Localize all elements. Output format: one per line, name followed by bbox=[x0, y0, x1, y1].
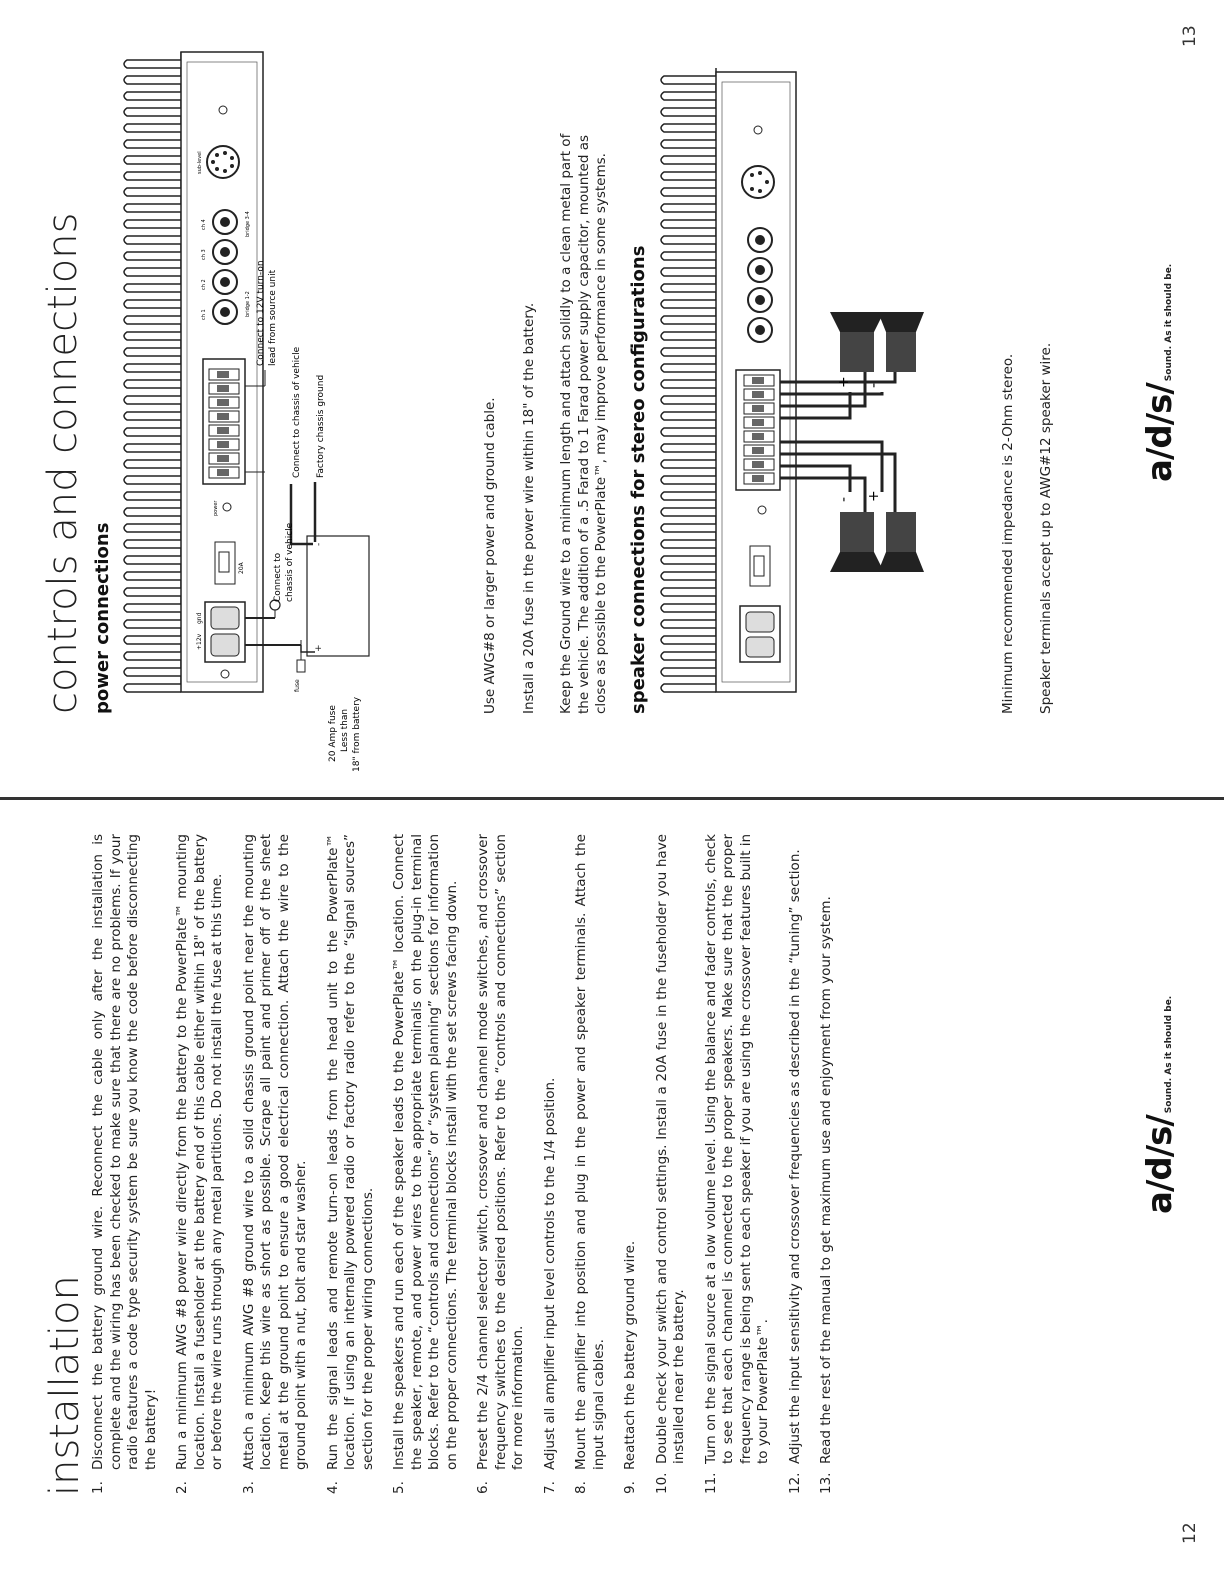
svg-text:sub-level: sub-level bbox=[197, 151, 203, 174]
installation-step bbox=[573, 834, 608, 1494]
step-text: Adjust the input sensitivity and crossover frequencies as described in the “tuning” section. bbox=[786, 849, 803, 1464]
svg-text:ch 3: ch 3 bbox=[201, 249, 207, 260]
fuse-holder bbox=[750, 546, 770, 586]
step-text: Adjust all amplifier input level controls to the 1/4 position. bbox=[541, 1077, 558, 1470]
svg-text:+: + bbox=[836, 376, 852, 388]
step-text: Turn on the signal source at a low volume level. Using the balance and fader controls, check to see that each channel is connected to the proper speakers. Make sure that the proper frequency range is being sent to each speaker if you are using the crossover features built in to your PowerPlate™. bbox=[702, 834, 771, 1464]
terminal-screw bbox=[217, 371, 229, 378]
installation-step bbox=[174, 834, 227, 1494]
terminal-screw bbox=[752, 461, 764, 468]
logo-text: a/d/s/ bbox=[1140, 383, 1180, 482]
svg-text:Connect to chassis of vehicle: Connect to chassis of vehicle bbox=[292, 346, 302, 478]
heatsink-fins bbox=[661, 68, 716, 692]
installation-step bbox=[622, 834, 640, 1494]
step-number: 4. bbox=[324, 1481, 341, 1494]
step-number: 6. bbox=[475, 1481, 491, 1494]
svg-text:Connect to: Connect to bbox=[273, 552, 283, 602]
svg-text:+: + bbox=[866, 490, 882, 502]
page-number: 13 bbox=[1180, 25, 1200, 47]
terminal-screw bbox=[752, 419, 764, 426]
svg-text:ch 4: ch 4 bbox=[201, 219, 207, 230]
page-divider bbox=[0, 797, 1224, 800]
speaker-terminal-block bbox=[736, 370, 780, 490]
svg-text:Connect to 12V turn-on: Connect to 12V turn-on bbox=[256, 260, 266, 366]
terminal-screw bbox=[217, 399, 229, 406]
svg-text:chassis of vehicle: chassis of vehicle bbox=[285, 522, 295, 602]
power-note-3: Keep the Ground wire to a minimum length and attach solidly to a clean metal part of the vehicle. The addition of a .5 Farad to 1 Farad power supply capacitor, mounted as close as possible to the PowerPlate™, may improve performance in some systems. bbox=[558, 133, 609, 714]
svg-text:18" from battery: 18" from battery bbox=[352, 696, 362, 772]
speaker-right-rear bbox=[878, 312, 924, 372]
page-number: 12 bbox=[1180, 1522, 1200, 1544]
terminal-screw bbox=[752, 447, 764, 454]
terminal-screw bbox=[217, 441, 229, 448]
speaker-left-rear bbox=[878, 512, 924, 572]
step-number: 13. bbox=[818, 1472, 834, 1494]
installation-step bbox=[391, 834, 461, 1494]
step-text: Read the rest of the manual to get maximum use and enjoyment from your system. bbox=[818, 896, 834, 1464]
step-number: 2. bbox=[174, 1481, 190, 1494]
svg-text:ch 1: ch 1 bbox=[201, 309, 207, 320]
power-heading: power connections bbox=[92, 522, 113, 714]
svg-text:bridge 3-4: bridge 3-4 bbox=[245, 211, 251, 237]
step-text: Run a minimum AWG #8 power wire directly from the battery to the PowerPlate™ mounting location. Install a fuseholder at the battery end of this cable either within 18" of the battery or before the wire runs through any metal partitions. Do not install the fuse at this time. bbox=[174, 834, 225, 1470]
svg-text:ch 2: ch 2 bbox=[201, 279, 207, 290]
page-title: installation bbox=[42, 1275, 88, 1496]
power-connections-diagram bbox=[115, 0, 385, 772]
installation-step bbox=[90, 834, 160, 1494]
step-number: 1. bbox=[90, 1481, 106, 1494]
step-text: Mount the amplifier into position and plug in the power and speaker terminals. Attach the input signal cables. bbox=[573, 834, 607, 1470]
terminal-screw bbox=[217, 413, 229, 420]
installation-step bbox=[787, 834, 805, 1494]
step-text: Double check your switch and control settings. Install a 20A fuse in the fuseholder you have installed near the battery. bbox=[653, 834, 687, 1464]
page-title: controls and connections bbox=[40, 212, 86, 714]
installation-steps bbox=[90, 834, 850, 1494]
step-text: Disconnect the battery ground wire. Reconnect the cable only after the installation is complete and the wiring has been checked to make sure that there are no problems. If your radio features a code type security system be sure you know the code before disconnecting the battery! bbox=[90, 834, 159, 1470]
terminal-screw bbox=[217, 469, 229, 476]
left-page bbox=[0, 804, 1224, 1584]
step-number: 8. bbox=[573, 1481, 589, 1494]
ads-logo bbox=[1140, 264, 1180, 482]
ads-logo bbox=[1140, 996, 1180, 1214]
speaker-heading: speaker connections for stereo configurations bbox=[628, 245, 649, 714]
speaker-terminal-block bbox=[203, 359, 245, 484]
svg-text:20 Amp fuse: 20 Amp fuse bbox=[328, 705, 338, 762]
logo-tagline: Sound. As it should be. bbox=[1164, 995, 1174, 1114]
step-number: 11. bbox=[702, 1472, 719, 1494]
step-number: 9. bbox=[622, 1481, 638, 1494]
installation-step bbox=[542, 834, 560, 1494]
svg-text:Less than: Less than bbox=[340, 708, 350, 752]
terminal-screw bbox=[752, 405, 764, 412]
step-text: Reattach the battery ground wire. bbox=[622, 1240, 638, 1470]
power-led bbox=[758, 506, 766, 514]
gnd-label: gnd bbox=[196, 612, 203, 624]
fuse-small-label: fuse bbox=[294, 679, 301, 692]
terminal-screw bbox=[217, 455, 229, 462]
step-number: 3. bbox=[240, 1481, 257, 1494]
svg-text:-: - bbox=[314, 542, 324, 546]
svg-text:-: - bbox=[866, 382, 882, 388]
svg-text:lead from source unit: lead from source unit bbox=[268, 269, 278, 366]
logo-tagline: Sound. As it should be. bbox=[1164, 263, 1174, 382]
installation-step bbox=[703, 834, 773, 1494]
speaker-connections-diagram bbox=[650, 0, 950, 722]
terminal-screw bbox=[752, 475, 764, 482]
step-text: Attach a minimum AWG #8 ground wire to a solid chassis ground point near the mounting location. Keep this wire as short as possible. Scrape all paint and primer off of the sheet metal at the ground point to ensure a good electrical connection. Attach the wire to the ground point with a nut, bolt and star washer. bbox=[240, 834, 309, 1470]
step-text: Run the signal leads and remote turn-on leads from the head unit to the PowerPlate™ location. If using an internally powered radio or factory radio refer to the “signal sources” section for the proper wiring connections. bbox=[324, 834, 376, 1470]
step-number: 5. bbox=[391, 1481, 407, 1494]
step-number: 7. bbox=[541, 1481, 558, 1494]
step-text: Preset the 2/4 channel selector switch, crossover and channel mode switches, and crossover frequency switches to the desired positions. Refer to the “controls and connections” section for more information. bbox=[475, 834, 526, 1470]
svg-text:Factory chassis ground: Factory chassis ground bbox=[316, 374, 326, 478]
step-number: 10. bbox=[653, 1472, 670, 1494]
power-terminal-block bbox=[740, 606, 780, 662]
installation-step bbox=[241, 834, 311, 1494]
step-number: 12. bbox=[786, 1472, 803, 1494]
battery bbox=[307, 536, 369, 656]
b12v-label: +12v bbox=[196, 633, 203, 650]
logo-text: a/d/s/ bbox=[1140, 1115, 1180, 1214]
installation-step bbox=[475, 834, 528, 1494]
installation-step bbox=[818, 834, 836, 1494]
heatsink-fins bbox=[124, 52, 181, 692]
step-text: Install the speakers and run each of the speaker leads to the PowerPlate™ location. Connect the speaker, remote, and power wires to the appropriate terminals on the plug-in terminal blocks. Refer to the “controls and connections” or “system planning” sections for information on the proper connections. The terminal blocks install with the set screws facing down. bbox=[391, 834, 460, 1470]
terminal-screw bbox=[217, 385, 229, 392]
terminal-screw bbox=[752, 377, 764, 384]
svg-text:+: + bbox=[314, 644, 324, 652]
terminal-screw bbox=[752, 433, 764, 440]
power-note-1: Use AWG#8 or larger power and ground cable. bbox=[482, 397, 498, 714]
speaker-note-2: Speaker terminals accept up to AWG#12 speaker wire. bbox=[1038, 342, 1054, 714]
svg-text:bridge 1-2: bridge 1-2 bbox=[245, 291, 251, 317]
installation-step bbox=[654, 834, 689, 1494]
power-note-2: Install a 20A fuse in the power wire within 18" of the battery. bbox=[521, 302, 537, 714]
svg-text:-: - bbox=[836, 496, 852, 502]
terminal-screw bbox=[217, 427, 229, 434]
speaker-note-1: Minimum recommended impedance is 2-Ohm stereo. bbox=[1000, 353, 1016, 714]
svg-text:power: power bbox=[213, 500, 219, 516]
terminal-screw bbox=[752, 391, 764, 398]
speaker-left-front bbox=[830, 512, 884, 572]
fuse-20a-label: 20A bbox=[238, 562, 245, 574]
speaker-right-front bbox=[830, 312, 884, 372]
installation-step bbox=[325, 834, 378, 1494]
